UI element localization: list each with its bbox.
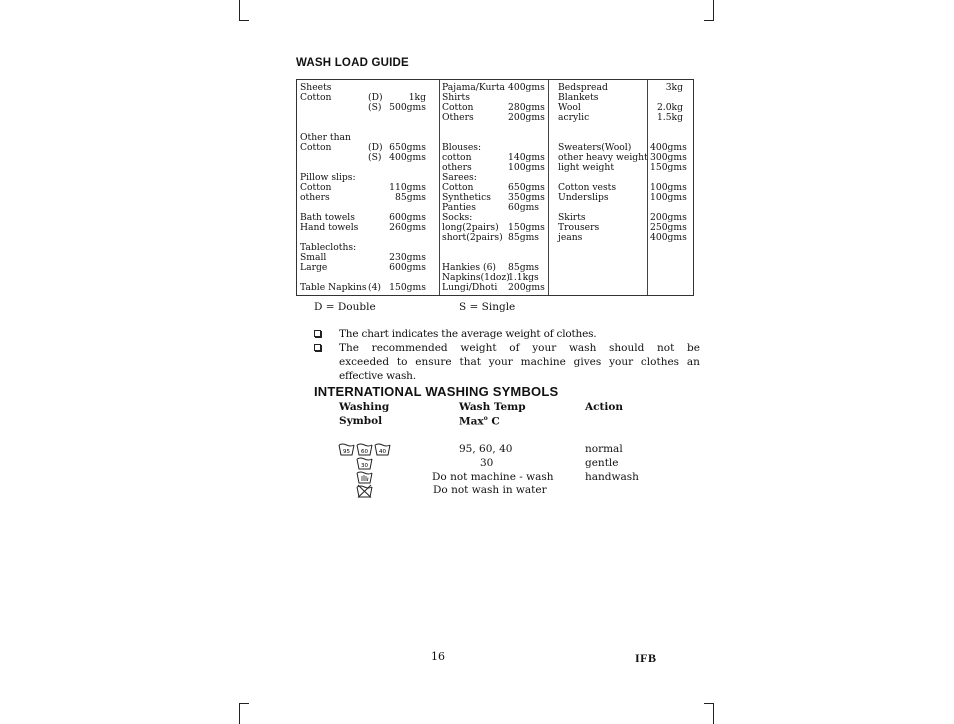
load-item-weight: 600gms (389, 212, 426, 223)
load-item-name: Trousers (558, 222, 600, 233)
symbol-row-action: gentle (585, 457, 619, 469)
tub-temp-label: 60 (361, 449, 368, 455)
load-item-weight: 100gms (650, 192, 687, 203)
load-item-weight: 200gms (508, 112, 545, 123)
load-item-name: Sheets (300, 82, 332, 93)
note-word: machine (520, 356, 566, 368)
symbol-row-temp: Do not wash in water (433, 484, 547, 496)
note-word: ensure (415, 356, 452, 368)
load-item-name: Hankies (6) (442, 262, 496, 273)
washtub-icon (356, 443, 373, 456)
load-item-weight: 260gms (389, 222, 426, 233)
crop-mark (713, 0, 714, 20)
tub-temp-label: 30 (361, 463, 368, 469)
load-item-name: jeans (558, 232, 583, 243)
do-not-wash-icon (356, 484, 373, 498)
load-item-name: Sarees: (442, 172, 477, 183)
note-word: wash (568, 342, 597, 354)
load-item-name: Cotton vests (558, 182, 617, 193)
load-item-weight: 3kg (665, 82, 683, 93)
load-item-weight: 650gms (508, 182, 545, 193)
tub-temp-label: 40 (379, 449, 386, 455)
load-item-weight: 150gms (389, 282, 426, 293)
load-item-weight: 110gms (389, 182, 426, 193)
wash-load-guide-title: WASH LOAD GUIDE (296, 57, 409, 69)
note-word: that (459, 356, 481, 368)
load-item-name: long(2pairs) (442, 222, 499, 233)
crop-mark (704, 20, 714, 21)
tub-temp-label: 95 (343, 449, 350, 455)
load-item-name: Others (442, 112, 474, 123)
header-washing: Washing (339, 401, 390, 413)
washtub-icon (374, 443, 391, 456)
load-item-name: Small (300, 252, 327, 263)
note-word: be (687, 342, 700, 354)
header-max-temp (459, 415, 500, 428)
load-item-name: Underslips (558, 192, 609, 203)
note-word: not (657, 342, 675, 354)
header-symbol: Symbol (339, 415, 383, 427)
note-line (339, 355, 700, 369)
load-item-name: light weight (558, 162, 615, 173)
load-item-name: Cotton (300, 182, 332, 193)
note-line (339, 341, 700, 355)
load-item-name: Tablecloths: (300, 242, 357, 253)
load-item-name: Socks: (442, 212, 473, 223)
load-item-weight: 85gms (395, 192, 426, 203)
note-word: exceeded (339, 356, 390, 368)
note-word: The (339, 342, 359, 354)
load-item-weight: 350gms (508, 192, 545, 203)
load-item-weight: 150gms (650, 162, 687, 173)
load-item-name: Large (300, 262, 328, 273)
note-word: of (509, 342, 520, 354)
header-wash-temp: Wash Temp (459, 401, 526, 413)
note-word: weight (460, 342, 497, 354)
load-item-name: others (442, 162, 472, 173)
load-item-type: (D) (368, 92, 383, 103)
load-item-name: Bedspread (558, 82, 608, 93)
symbol-row-action: handwash (585, 471, 639, 483)
note-word: gives (573, 356, 602, 368)
crop-mark (239, 20, 249, 21)
load-item-name: Panties (442, 202, 476, 213)
load-item-name: Napkins(1doz) (442, 272, 510, 283)
symbol-row-temp: 30 (480, 457, 494, 469)
load-item-name: Blouses: (442, 142, 482, 153)
load-item-weight: 250gms (650, 222, 687, 233)
load-item-weight: 400gms (650, 142, 687, 153)
load-item-weight: 400gms (389, 152, 426, 163)
load-item-name: Table Napkins (300, 282, 367, 293)
load-item-weight: 400gms (650, 232, 687, 243)
washtub-icon (356, 457, 373, 470)
legend-single: S = Single (459, 301, 516, 313)
load-item-name: Cotton (442, 182, 474, 193)
load-item-weight: 100gms (508, 162, 545, 173)
load-item-weight: 85gms (508, 262, 539, 273)
symbol-row-action: normal (585, 443, 623, 455)
symbol-row-temp: Do not machine - wash (432, 471, 554, 483)
header-action: Action (585, 401, 624, 413)
load-item-weight: 150gms (508, 222, 545, 233)
load-item-weight: 200gms (650, 212, 687, 223)
load-item-name: other heavy weight (558, 152, 648, 163)
load-item-name: Pajama/Kurta (442, 82, 505, 93)
note-recommended-weight (339, 341, 700, 383)
load-item-name: Pillow slips: (300, 172, 356, 183)
load-item-weight: 650gms (389, 142, 426, 153)
note-word: your (532, 342, 557, 354)
crop-mark (239, 703, 249, 704)
washtub-icon (338, 443, 355, 456)
symbol-row-temp: 95, 60, 40 (459, 443, 513, 455)
load-item-name: Shirts (442, 92, 470, 103)
load-item-weight: 60gms (508, 202, 539, 213)
load-item-name: Hand towels (300, 222, 359, 233)
brand-logo: IFB (635, 651, 657, 665)
load-item-weight: 300gms (650, 152, 687, 163)
note-word: your (488, 356, 513, 368)
load-item-name: Skirts (558, 212, 586, 223)
load-item-name: Cotton (300, 142, 332, 153)
degree-sign: o (483, 415, 488, 422)
load-item-type: (S) (368, 152, 382, 163)
load-item-name: Blankets (558, 92, 599, 103)
load-item-name: cotton (442, 152, 472, 163)
washing-symbols-title: INTERNATIONAL WASHING SYMBOLS (314, 384, 559, 399)
crop-mark (713, 704, 714, 724)
load-item-weight: 1.5kg (656, 112, 683, 123)
load-item-weight: 230gms (389, 252, 426, 263)
load-item-weight: 500gms (389, 102, 426, 113)
note-line: effective wash. (339, 370, 416, 382)
header-celsius: C (491, 415, 500, 428)
crop-mark (239, 0, 240, 20)
load-item-weight: 600gms (389, 262, 426, 273)
load-item-name: Sweaters(Wool) (558, 142, 632, 153)
load-item-name: Cotton (442, 102, 474, 113)
load-item-name: Lungi/Dhoti (442, 282, 498, 293)
load-item-type: (S) (368, 102, 382, 113)
load-item-name: Synthetics (442, 192, 491, 203)
load-item-weight: 280gms (508, 102, 545, 113)
header-max: Max (459, 415, 484, 428)
note-word: recommended (371, 342, 448, 354)
load-item-name: acrylic (558, 112, 590, 123)
note-word: clothes (640, 356, 680, 368)
load-item-weight: 85gms (508, 232, 539, 243)
load-item-weight: 100gms (650, 182, 687, 193)
load-item-name: Wool (558, 102, 581, 113)
load-item-weight: 200gms (508, 282, 545, 293)
load-item-name: short(2pairs) (442, 232, 503, 243)
load-item-weight: 1.1kgs (508, 272, 539, 283)
crop-mark (704, 703, 714, 704)
note-word: to (396, 356, 408, 368)
load-item-name: others (300, 192, 330, 203)
bullet-box-icon (314, 330, 321, 337)
load-item-weight: 1kg (408, 92, 426, 103)
page-number: 16 (431, 650, 445, 663)
legend-double: D = Double (314, 301, 376, 313)
note-average-weight: The chart indicates the average weight of clothes. (339, 328, 597, 340)
load-item-type: (D) (368, 142, 383, 153)
wash-load-table (296, 79, 694, 296)
handwash-icon (356, 471, 373, 484)
load-item-weight: 400gms (508, 82, 545, 93)
load-item-name: Other than (300, 132, 351, 143)
bullet-box-icon (314, 344, 321, 351)
note-word: should (609, 342, 645, 354)
load-item-type: (4) (368, 282, 382, 293)
load-item-weight: 140gms (508, 152, 545, 163)
load-item-weight: 2.0kg (656, 102, 683, 113)
load-item-name: Cotton (300, 92, 332, 103)
crop-mark (239, 704, 240, 724)
load-item-name: Bath towels (300, 212, 355, 223)
note-word: your (609, 356, 634, 368)
note-word: an (686, 356, 700, 368)
